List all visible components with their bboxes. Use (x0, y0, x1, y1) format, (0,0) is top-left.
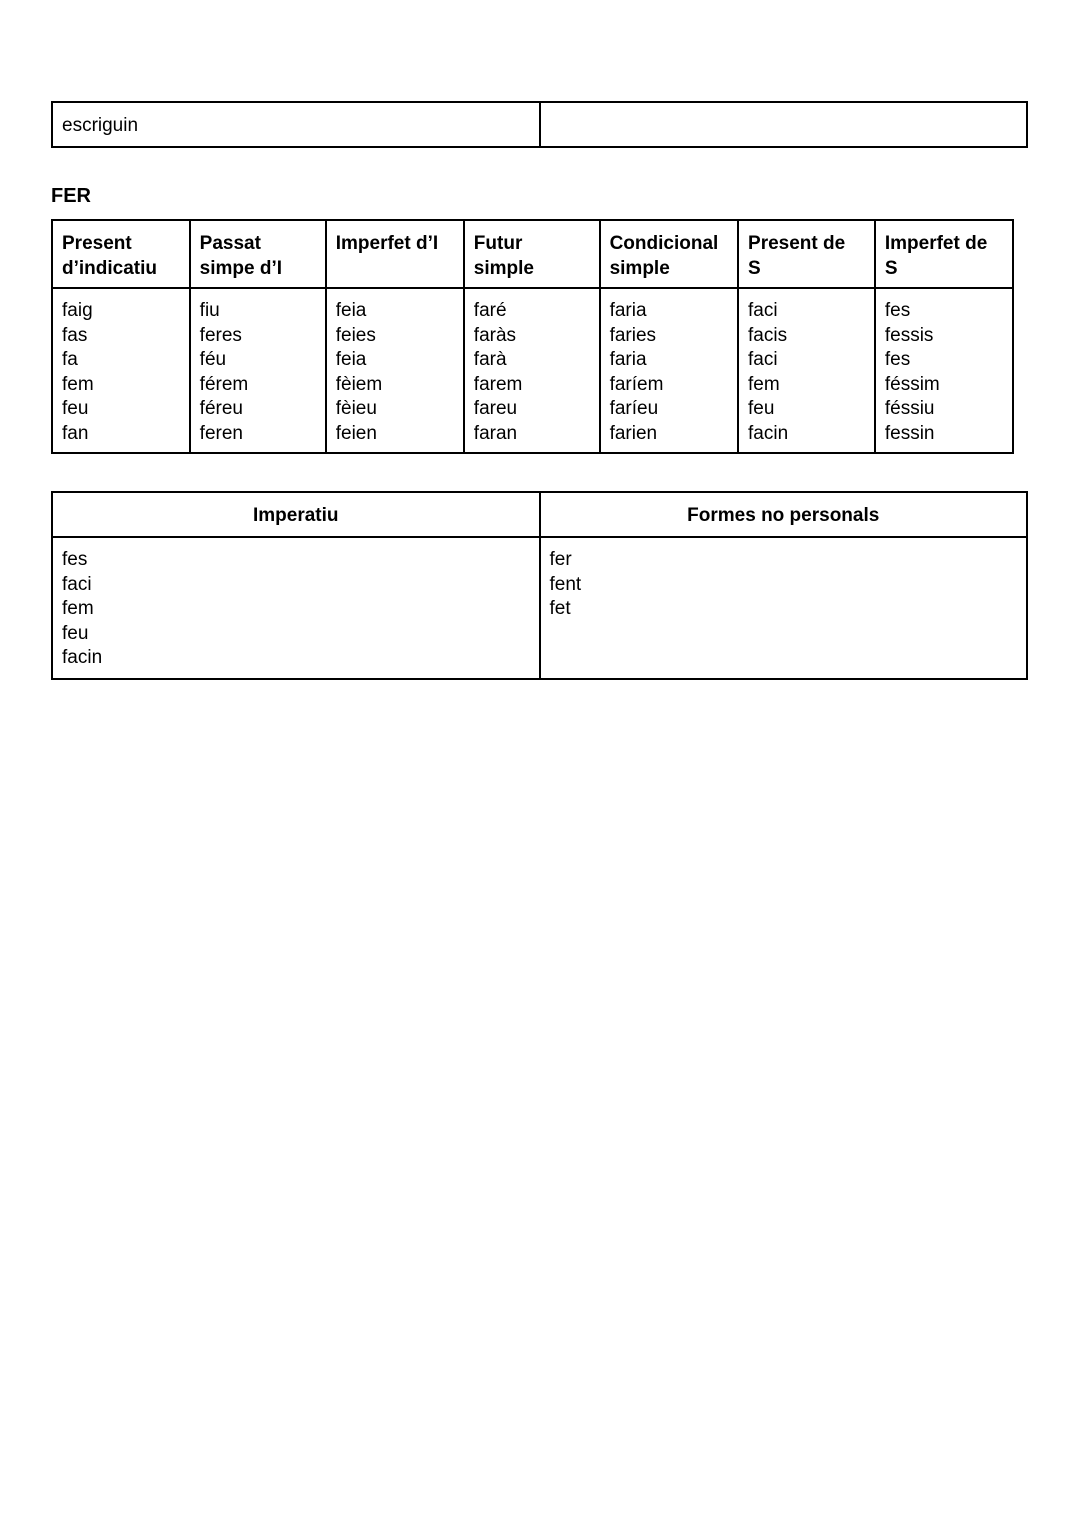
cell-text: escriguin (62, 115, 139, 136)
column-header (52, 492, 540, 537)
header-line (336, 257, 454, 282)
verb-form: faria (609, 300, 647, 321)
verb-form: feia (335, 300, 367, 321)
verb-form: fet (549, 598, 571, 619)
verb-form: fent (549, 573, 582, 595)
verb-form: farà (473, 349, 507, 370)
column-header (52, 220, 190, 288)
header-line: d’indicatiu (62, 257, 157, 279)
verb-form: faríem (609, 373, 664, 395)
verb-form: faran (473, 422, 518, 444)
verb-form: fes (62, 549, 88, 570)
previous-verb-table (51, 101, 1028, 148)
header-line: Imperfet d’I (335, 233, 439, 254)
verb-form: fem (748, 373, 780, 395)
forms-cell (52, 288, 190, 453)
verb-form: fa (62, 349, 78, 370)
header-line: simple (473, 257, 534, 279)
verb-form: fessis (884, 324, 934, 346)
verb-form: faràs (473, 324, 517, 346)
header-line: simpe d’I (199, 257, 283, 279)
verb-form: fer (549, 549, 572, 570)
table-cell (540, 102, 1028, 147)
verb-form: féu (199, 349, 227, 370)
column-header (540, 492, 1028, 537)
verb-form: faré (473, 300, 507, 321)
header-line: S (884, 257, 898, 279)
forms-cell (875, 288, 1013, 453)
verb-form: fem (62, 598, 94, 619)
verb-form: fes (884, 300, 911, 321)
header-line: S (748, 257, 761, 279)
verb-form: fan (62, 422, 89, 444)
header-line: Imperfet de (884, 233, 988, 254)
column-header (738, 220, 875, 288)
verb-form: farien (609, 422, 658, 444)
section-title: FER (51, 185, 91, 207)
formes-no-personals-cell (540, 537, 1028, 679)
header-line: Passat (199, 233, 261, 254)
verb-form: feu (748, 398, 775, 419)
forms-cell (326, 288, 464, 453)
verb-form: faries (609, 324, 657, 346)
verb-form: facis (748, 324, 788, 346)
verb-form: feren (199, 422, 243, 444)
header-imperatiu: Imperatiu (252, 505, 339, 526)
header-line: simple (609, 257, 670, 279)
verb-form: fem (62, 373, 94, 395)
forms-cell (600, 288, 738, 453)
verb-form: fèiem (335, 373, 383, 395)
verb-form: féssiu (884, 398, 935, 419)
cell-text (541, 103, 1027, 114)
verb-form: faria (609, 349, 647, 370)
column-header (464, 220, 600, 288)
conjugation-table (51, 219, 1014, 454)
verb-form: fiu (199, 300, 220, 321)
column-header (600, 220, 738, 288)
column-header (875, 220, 1013, 288)
verb-form: feies (335, 324, 376, 346)
verb-form: féreu (199, 398, 243, 419)
verb-form: féssim (884, 373, 940, 395)
forms-cell (738, 288, 875, 453)
forms-row (52, 288, 1013, 453)
imperatiu-cell (52, 537, 540, 679)
verb-form: feia (335, 349, 367, 370)
verb-form: faig (62, 300, 93, 321)
header-row (52, 492, 1027, 537)
verb-form: feu (62, 622, 89, 644)
verb-form: fèieu (335, 398, 377, 419)
verb-form: faci (748, 349, 778, 370)
verb-form: feien (335, 422, 377, 444)
verb-form: férem (199, 373, 249, 395)
imperative-nonpersonal-table (51, 491, 1028, 680)
verb-form: facin (748, 422, 789, 444)
verb-form: feres (199, 324, 242, 346)
verb-form: fas (62, 324, 88, 346)
verb-form: fessin (884, 422, 935, 444)
verb-form: fareu (473, 398, 518, 419)
header-formes-no-personals: Formes no personals (687, 505, 880, 526)
forms-cell (190, 288, 326, 453)
header-line: Condicional (609, 233, 719, 254)
header-row (52, 220, 1013, 288)
table-cell (52, 102, 540, 147)
header-line: Present de (748, 233, 846, 254)
verb-form: faci (748, 300, 778, 321)
verb-form: faci (62, 573, 92, 595)
forms-cell (464, 288, 600, 453)
verb-form: feu (62, 398, 89, 419)
column-header (326, 220, 464, 288)
verb-form: farem (473, 373, 523, 395)
verb-form: faríeu (609, 398, 659, 419)
forms-row (52, 537, 1027, 679)
column-header (190, 220, 326, 288)
header-line: Present (62, 233, 132, 254)
table-row (52, 102, 1027, 147)
verb-form: facin (62, 647, 103, 668)
verb-form: fes (884, 349, 911, 370)
header-line: Futur (473, 233, 523, 254)
